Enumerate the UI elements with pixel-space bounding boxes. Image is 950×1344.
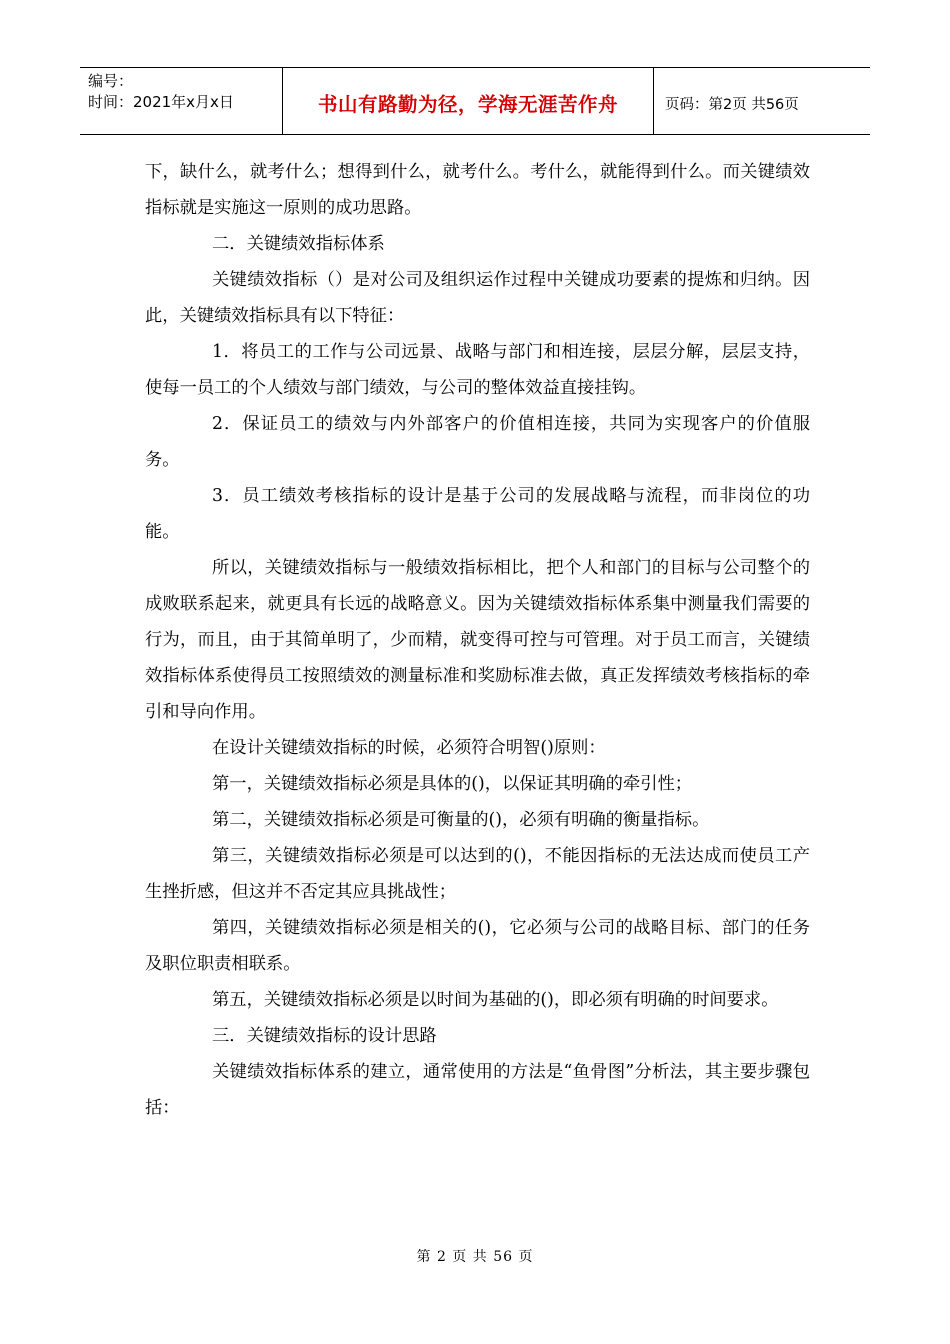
page-header — [80, 67, 870, 135]
principle-item: 第三，关键绩效指标必须是可以达到的()，不能因指标的无法达成而使员工产生挫折感，但这并不否定其应具挑战性； — [145, 846, 810, 902]
principle-item: 第二，关键绩效指标必须是可衡量的()，必须有明确的衡量指标。 — [212, 810, 710, 830]
principle-item: 第一，关键绩效指标必须是具体的()，以保证其明确的牵引性； — [212, 774, 693, 794]
body-paragraph: 下，缺什么，就考什么；想得到什么，就考什么。考什么，就能得到什么。而关键绩效指标就是实施这一原则的成功思路。 — [145, 162, 810, 218]
body-paragraph: 关键绩效指标（）是对公司及组织运作过程中关键成功要素的提炼和归纳。因此，关键绩效指标具有以下特征： — [145, 270, 810, 326]
section-heading: 二．关键绩效指标体系 — [212, 234, 385, 254]
list-item: 1．将员工的工作与公司远景、战略与部门和相连接，层层分解，层层支持，使每一员工的个人绩效与部门绩效，与公司的整体效益直接挂钩。 — [145, 342, 810, 398]
body-paragraph: 在设计关键绩效指标的时候，必须符合明智()原则： — [212, 738, 606, 758]
document-body — [145, 154, 810, 1126]
footer-page-number: 第 2 页 共 56 页 — [416, 1249, 534, 1265]
principle-item: 第四，关键绩效指标必须是相关的()，它必须与公司的战略目标、部门的任务及职位职责相联系。 — [145, 918, 810, 974]
header-meta — [80, 68, 282, 134]
list-item: 2．保证员工的绩效与内外部客户的价值相连接，共同为实现客户的价值服务。 — [145, 414, 810, 470]
section-heading: 三．关键绩效指标的设计思路 — [212, 1026, 437, 1046]
header-motto-cell — [282, 68, 654, 134]
document-number-label: 编号： — [88, 72, 134, 90]
header-page-info-cell — [654, 68, 870, 134]
list-item: 3．员工绩效考核指标的设计是基于公司的发展战略与流程，而非岗位的功能。 — [145, 486, 810, 542]
document-time-label: 时间：2021年x月x日 — [88, 93, 234, 111]
body-paragraph: 所以，关键绩效指标与一般绩效指标相比，把个人和部门的目标与公司整个的成败联系起来，就更具有长远的战略意义。因为关键绩效指标体系集中测量我们需要的行为，而且，由于其简单明了，少而精，就变得可控与可管理。对于员工而言，关键绩效指标体系使得员工按照绩效的测量标准和奖励标准去做，真正发挥绩效考核指标的牵引和导向作用。 — [145, 558, 810, 722]
page-footer — [0, 1246, 950, 1266]
header-page-info: 页码：第2页 共56页 — [665, 96, 799, 113]
body-paragraph: 关键绩效指标体系的建立，通常使用的方法是“鱼骨图”分析法，其主要步骤包括： — [145, 1062, 810, 1118]
header-motto: 书山有路勤为径，学海无涯苦作舟 — [317, 93, 618, 116]
principle-item: 第五，关键绩效指标必须是以时间为基础的()，即必须有明确的时间要求。 — [212, 990, 779, 1010]
